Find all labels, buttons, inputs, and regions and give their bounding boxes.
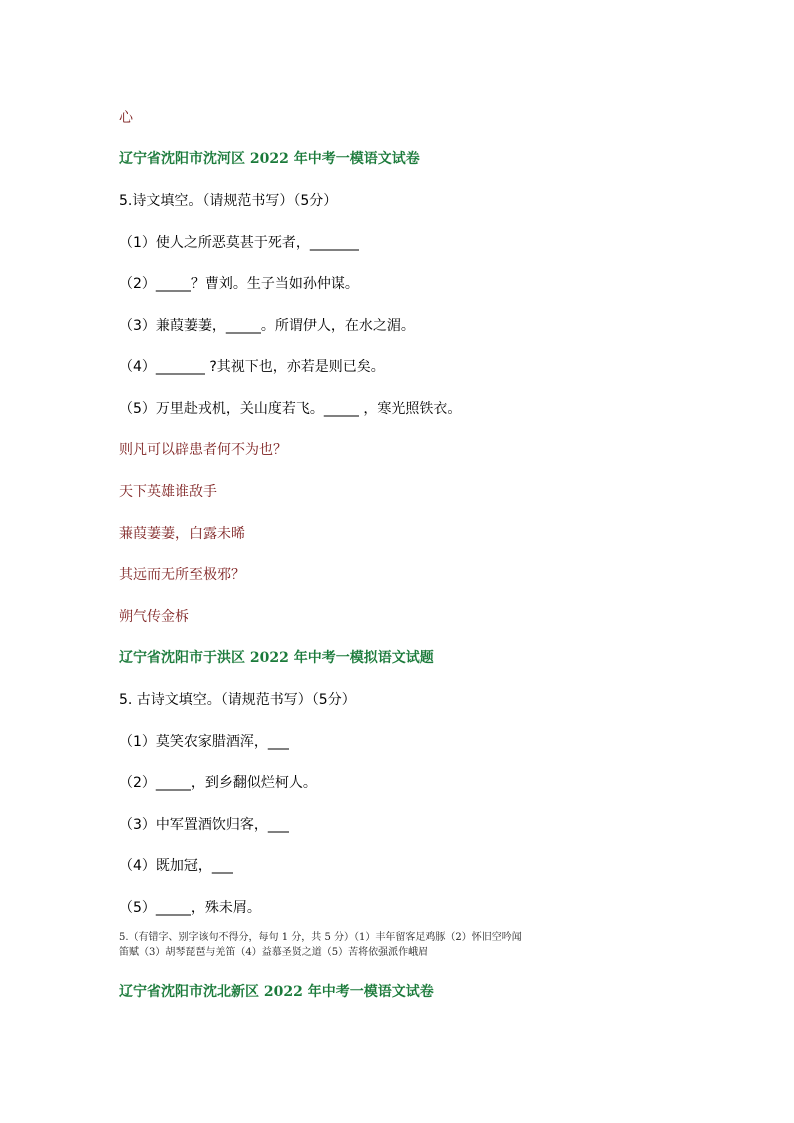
section-title-shenhe: 辽宁省沈阳市沈河区 2022 年中考一模语文试卷 — [119, 151, 420, 167]
question-prompt: 5. 古诗文填空。（请规范书写）（5分） — [119, 692, 356, 708]
answer-line: 其远而无所至极邪？ — [119, 567, 245, 583]
question-item: （2）_____，到乡翻似烂柯人。 — [119, 775, 317, 791]
question-item: （1）使人之所恶莫甚于死者，_______ — [119, 235, 359, 251]
question-item: （3）中军置酒饮归客，___ — [119, 817, 289, 833]
question-item: （2）_____？曹刘。生子当如孙仲谋。 — [119, 276, 359, 292]
answer-line: 天下英雄谁敌手 — [119, 484, 217, 500]
section-title-yuhong: 辽宁省沈阳市于洪区 2022 年中考一模拟语文试题 — [119, 650, 434, 666]
answer-line: 朔气传金柝 — [119, 609, 189, 625]
answer-line: 蒹葭萋萋，白露未晞 — [119, 526, 245, 542]
question-item: （4）既加冠，___ — [119, 858, 233, 874]
section-title-shenbei: 辽宁省沈阳市沈北新区 2022 年中考一模语文试卷 — [119, 984, 434, 1000]
question-item: （4）_______ ?其视下也，亦若是则已矣。 — [119, 359, 385, 375]
answer-line: 则凡可以辟患者何不为也？ — [119, 442, 287, 458]
answer-note-line: 5.（有错字、别字该句不得分，每句 1 分，共 5 分）（1）丰年留客足鸡豚（2）怀旧空吟闻 — [119, 932, 522, 943]
question-prompt: 5.诗文填空。（请规范书写）（5分） — [119, 193, 338, 209]
question-item: （5）万里赴戎机，关山度若飞。_____ ，寒光照铁衣。 — [119, 401, 462, 417]
question-item: （5）_____，殊未屑。 — [119, 900, 261, 916]
previous-answer: 心 — [119, 110, 133, 126]
answer-note-line: 笛赋（3）胡琴琵琶与羌笛（4）益慕圣贤之道（5）苦将依强派作峨眉 — [119, 947, 429, 958]
question-item: （1）莫笑农家腊酒浑，___ — [119, 734, 289, 750]
question-item: （3）兼葭萋萋，_____。所谓伊人，在水之湄。 — [119, 318, 415, 334]
